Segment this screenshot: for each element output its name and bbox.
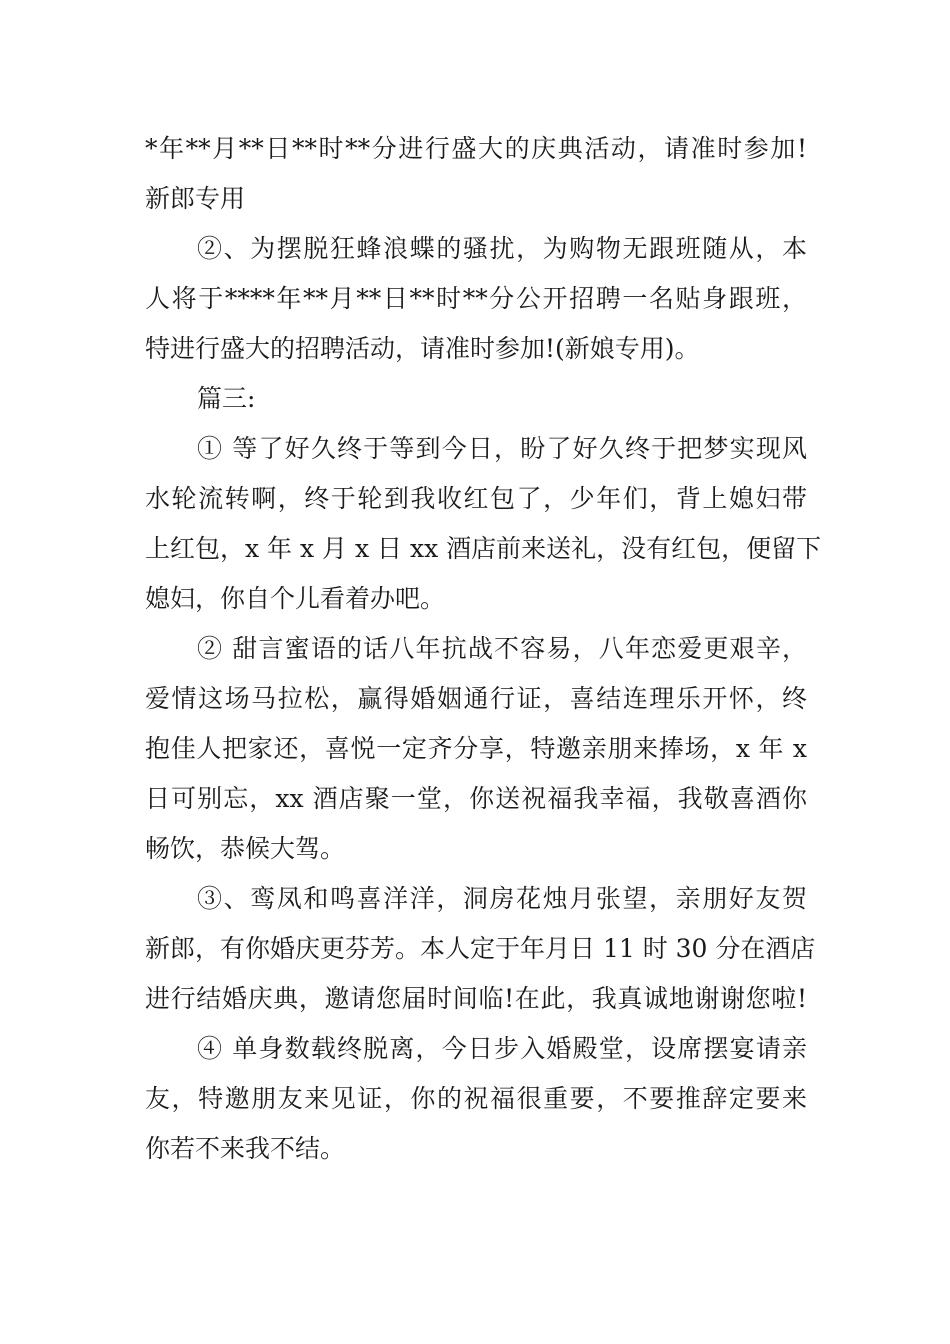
- text-line: 特进行盛大的招聘活动，请准时参加!(新娘专用)。: [145, 334, 700, 363]
- text-line: 友，特邀朋友来见证，你的祝福很重要，不要推辞定要来: [145, 1084, 807, 1113]
- text-line: 抱佳人把家还，喜悦一定齐分享，特邀亲朋来捧场，x 年 x: [145, 734, 807, 763]
- text-line: 进行结婚庆典，邀请您届时间临!在此，我真诚地谢谢您啦!: [145, 984, 807, 1013]
- text-line: 媳妇，你自个儿看着办吧。: [145, 584, 446, 613]
- text-line: 爱情这场马拉松，赢得婚姻通行证，喜结连理乐开怀，终: [145, 684, 807, 713]
- text-line: 畅饮，恭候大驾。: [145, 834, 346, 863]
- document-body: [145, 124, 822, 1174]
- text-line: ② 甜言蜜语的话八年抗战不容易，八年恋爱更艰辛，: [197, 634, 807, 663]
- text-line: 你若不来我不结。: [145, 1134, 346, 1163]
- text-line: 水轮流转啊，终于轮到我收红包了，少年们，背上媳妇带: [145, 484, 807, 513]
- text-line: 日可别忘，xx 酒店聚一堂，你送祝福我幸福，我敬喜酒你: [145, 784, 807, 813]
- text-line: ③、鸾凤和鸣喜洋洋，洞房花烛月张望，亲朋好友贺: [197, 884, 807, 913]
- text-line: 上红包，x 年 x 月 x 日 xx 酒店前来送礼，没有红包，便留下: [145, 534, 822, 563]
- text-line: ① 等了好久终于等到今日，盼了好久终于把梦实现风: [197, 434, 807, 463]
- text-line: 新郎，有你婚庆更芬芳。本人定于年月日 11 时 30 分在酒店: [145, 934, 816, 963]
- text-line: ④ 单身数载终脱离，今日步入婚殿堂，设席摆宴请亲: [197, 1034, 807, 1063]
- section-heading: 篇三:: [197, 384, 256, 413]
- text-line: 新郎专用: [145, 184, 246, 213]
- text-line: 人将于****年**月**日**时**分公开招聘一名贴身跟班，: [145, 284, 807, 313]
- text-line: *年**月**日**时**分进行盛大的庆典活动，请准时参加!: [145, 134, 807, 163]
- text-line: ②、为摆脱狂蜂浪蝶的骚扰，为购物无跟班随从，本: [197, 234, 807, 263]
